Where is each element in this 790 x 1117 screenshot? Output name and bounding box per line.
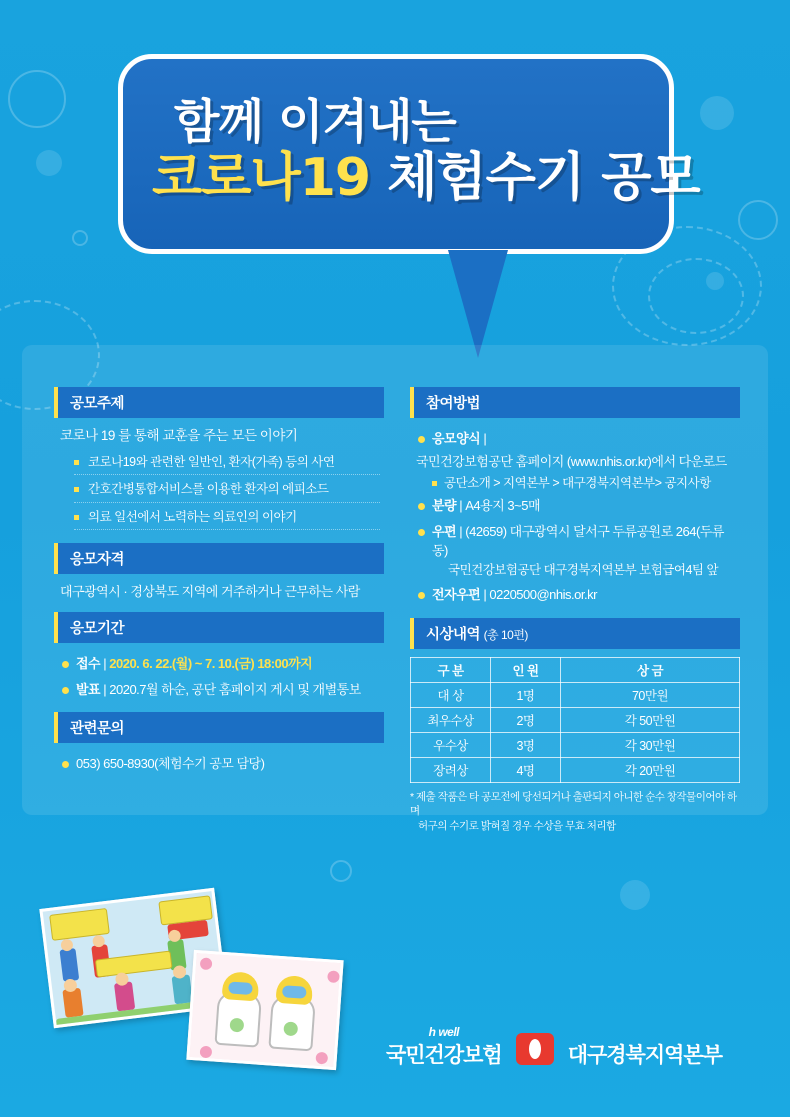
howto-email-label: 전자우편 — [432, 587, 481, 603]
artwork-figure — [59, 948, 79, 982]
contact-list — [60, 751, 380, 777]
artwork-figure — [114, 981, 135, 1011]
column-header-division: 구 분 — [411, 657, 491, 682]
cell-division: 대 상 — [411, 682, 491, 707]
howto-separator: | — [459, 498, 463, 514]
artwork-figure — [62, 988, 83, 1018]
howto-form-text: 국민건강보험공단 홈페이지 (www.nhis.or.kr)에서 다운로드 — [416, 453, 727, 469]
list-item — [60, 651, 380, 677]
hwell-logo-text: h well — [428, 1025, 460, 1039]
cell-division: 장려상 — [411, 757, 491, 782]
cell-amount: 각 50만원 — [561, 707, 740, 732]
decorative-bubble — [36, 150, 62, 176]
decorative-bubble — [72, 230, 88, 246]
section-heading-eligibility: 응모자격 — [54, 543, 384, 574]
list-item: 053) 650-8930(체험수기 공모 담당) — [60, 751, 380, 777]
section-body-contact — [54, 743, 384, 787]
artwork-figure-goggles — [282, 985, 307, 999]
howto-email-text: 0220500@nhis.or.kr — [489, 587, 597, 603]
artwork-photo-2-content — [190, 953, 341, 1067]
howto-volume-text: A4용지 3~5매 — [465, 498, 541, 514]
table-row — [411, 757, 740, 782]
artwork-photo-2 — [186, 950, 343, 1070]
prize-note-line1: * 제출 작품은 타 공모전에 당선되거나 출판되지 아니한 순수 창작물이어야 하며 — [410, 790, 737, 818]
period-label-announce: 발표 — [76, 681, 101, 697]
cell-amount: 각 30만원 — [561, 732, 740, 757]
section-body-period — [54, 643, 384, 712]
prize-note — [410, 790, 740, 834]
section-body-eligibility — [54, 574, 384, 612]
section-heading-contact: 관련문의 — [54, 712, 384, 743]
period-separator: | — [103, 681, 107, 697]
cell-division: 최우수상 — [411, 707, 491, 732]
decorative-bubble — [620, 880, 650, 910]
column-header-amount: 상 금 — [561, 657, 740, 682]
decorative-bubble — [738, 200, 778, 240]
topic-list — [60, 451, 380, 530]
howto-form-path-list — [416, 474, 736, 493]
section-body-topic — [54, 418, 384, 543]
list-item-email — [416, 582, 736, 608]
list-item: 의료 일선에서 노력하는 의료인의 이야기 — [74, 506, 380, 530]
howto-form-label: 응모양식 — [432, 431, 481, 446]
poster-title-rest: 체험수기 공모 — [370, 148, 700, 209]
cell-division: 우수상 — [411, 732, 491, 757]
poster-title-line1: 함께 이겨내는 — [174, 94, 456, 150]
table-row — [411, 682, 740, 707]
section-body-howto — [410, 418, 740, 618]
prize-note-line2: 허구의 수기로 밝혀질 경우 수상을 무효 처리함 — [418, 820, 616, 833]
cell-count: 1명 — [491, 682, 561, 707]
list-item-volume — [416, 493, 736, 519]
howto-list — [416, 426, 736, 452]
nhis-logo — [386, 1025, 502, 1069]
cell-count: 2명 — [491, 707, 561, 732]
list-item: 공단소개 > 지역본부 > 대구경북지역본부> 공지사항 — [432, 474, 736, 493]
decorative-swirl — [648, 258, 744, 334]
section-heading-howto: 참여방법 — [410, 387, 740, 418]
branch-logo-icon — [516, 1033, 554, 1065]
period-label-receipt: 접수 — [76, 656, 101, 672]
branch-name-text: 대구경북지역본부 — [567, 1044, 722, 1067]
howto-separator: | — [459, 523, 463, 539]
period-value-announce: 2020.7월 하순, 공단 홈페이지 게시 및 개별통보 — [109, 681, 361, 697]
cell-count: 4명 — [491, 757, 561, 782]
period-value-receipt: 2020. 6. 22.(월) ~ 7. 10.(금) 18:00까지 — [109, 656, 313, 672]
howto-separator: | — [483, 587, 487, 603]
howto-mail-text: (42659) 대구광역시 달서구 두류공원로 264(두류동) — [432, 523, 724, 559]
decorative-bubble — [700, 96, 734, 130]
right-column — [410, 387, 740, 834]
decorative-bubble — [8, 70, 66, 128]
period-separator: | — [103, 656, 107, 672]
list-item-form — [416, 426, 736, 452]
section-heading-topic: 공모주제 — [54, 387, 384, 418]
howto-list-2 — [416, 493, 736, 608]
nhis-name-text: 국민건강보험 — [385, 1044, 502, 1067]
list-item: 간호간병통합서비스를 이용한 환자의 에피소드 — [74, 478, 380, 502]
section-heading-prizes — [410, 618, 740, 649]
poster-title-bubble — [118, 54, 700, 254]
list-item: 코로나19와 관련한 일반인, 환자(가족) 등의 사연 — [74, 451, 380, 475]
column-header-count: 인 원 — [491, 657, 561, 682]
period-list — [60, 651, 380, 702]
topic-lead: 코로나 19 를 통해 교훈을 주는 모든 이야기 — [60, 428, 298, 443]
prize-table — [410, 657, 740, 783]
cell-count: 3명 — [491, 732, 561, 757]
artwork-figure-goggles — [228, 981, 253, 995]
prizes-heading-note: (총 10편) — [483, 627, 528, 642]
table-row — [411, 707, 740, 732]
list-item-mail — [416, 519, 736, 583]
howto-mail-text2: 국민건강보험공단 대구경북지역본부 보험급여4팀 앞 — [448, 562, 719, 577]
eligibility-text: 대구광역시 · 경상북도 지역에 거주하거나 근무하는 사람 — [60, 584, 360, 600]
left-column — [54, 387, 384, 787]
cell-amount: 각 20만원 — [561, 757, 740, 782]
list-item — [60, 677, 380, 703]
table-header-row — [411, 657, 740, 682]
footer-logos — [386, 1025, 722, 1069]
section-heading-period: 응모기간 — [54, 612, 384, 643]
prizes-heading-text: 시상내역 — [426, 626, 481, 643]
howto-mail-label: 우편 — [432, 523, 457, 539]
howto-volume-label: 분량 — [432, 498, 457, 514]
cell-amount: 70만원 — [561, 682, 740, 707]
content-panel — [22, 345, 768, 833]
table-row — [411, 732, 740, 757]
poster-title-highlight: 코로나19 — [152, 148, 371, 209]
decorative-bubble — [330, 860, 352, 882]
howto-separator: | — [483, 431, 487, 446]
